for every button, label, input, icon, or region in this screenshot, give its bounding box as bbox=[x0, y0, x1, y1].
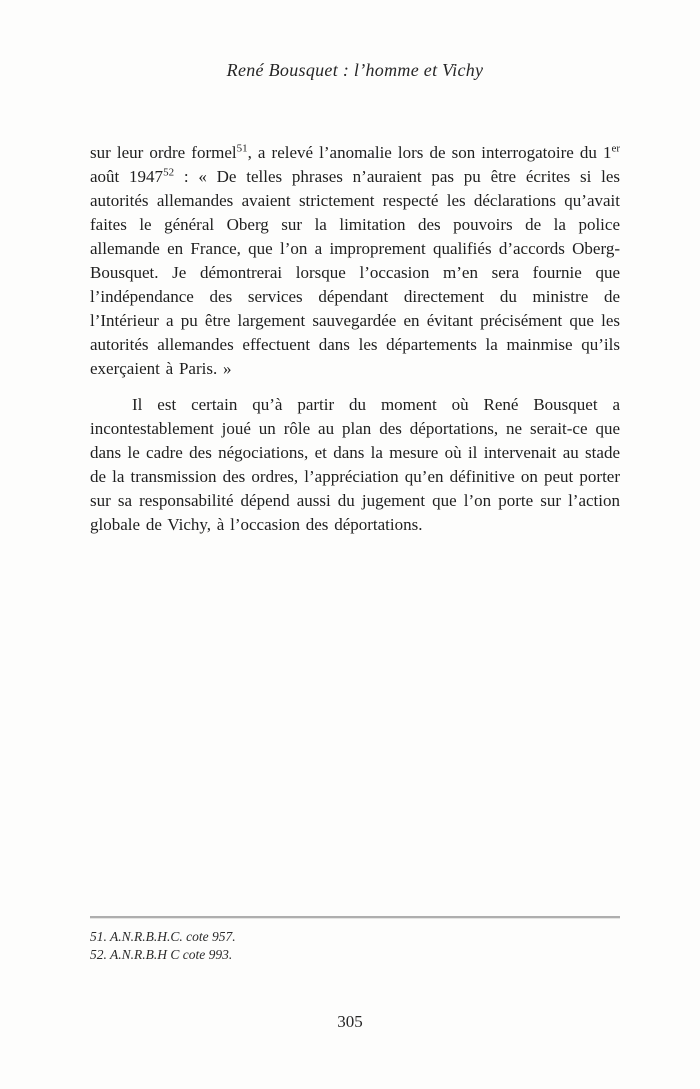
body-text bbox=[90, 141, 620, 537]
paragraph-1 bbox=[90, 141, 620, 381]
footnote-52-label: 52. bbox=[90, 947, 107, 962]
paragraph-1-text: août 1947 bbox=[90, 167, 164, 186]
footnote-rule bbox=[90, 916, 620, 919]
footnote-51-text: A.N.R.B.H.C. cote 957. bbox=[110, 929, 236, 944]
ordinal-er: er bbox=[611, 142, 620, 155]
paragraph-1-text: , a relevé l’anomalie lors de son interrogatoire du 1 bbox=[247, 143, 612, 162]
footnote-block bbox=[90, 916, 620, 964]
page-number: 305 bbox=[337, 1012, 363, 1031]
running-header: René Bousquet : l’homme et Vichy bbox=[226, 60, 484, 80]
footnote-51-label: 51. bbox=[90, 929, 107, 944]
footnote-52 bbox=[90, 946, 620, 964]
paragraph-1-text: : « De telles phrases n’auraient pas pu être écrites si les autorités allemandes avaient strictement respecté les déclarations qu’avait faites le général Oberg sur la limitation des pouvoirs de la police allemande en France, que l’on a improprement qualifiés d’accords Oberg-Bousquet. Je démontrerai lorsque l’occasion m’en sera fournie que l’indépendance des services dépendant directement du ministre de l’Intérieur a pu être largement sauvegardée en évitant précisément que les autorités allemandes effectuent dans les départements la mainmise qu’ils exerçaient à Paris. » bbox=[90, 167, 620, 378]
footnote-ref-51: 51 bbox=[236, 142, 248, 155]
paragraph-1-text: sur leur ordre formel bbox=[90, 143, 237, 162]
footnote-ref-52: 52 bbox=[163, 166, 175, 179]
paragraph-2: Il est certain qu’à partir du moment où René Bousquet a incontestablement joué un rôle au plan des déportations, ne serait-ce que dans le cadre des négociations, et dans la mesure où il intervenait au stade de la transmission des ordres, l’appréciation qu’en définitive on peut porter sur sa responsabilité dépend aussi du jugement que l’on porte sur l’action globale de Vichy, à l’occasion des déportations. bbox=[90, 395, 620, 534]
footnote-52-text: A.N.R.B.H C cote 993. bbox=[110, 947, 233, 962]
footnote-51 bbox=[90, 928, 620, 946]
